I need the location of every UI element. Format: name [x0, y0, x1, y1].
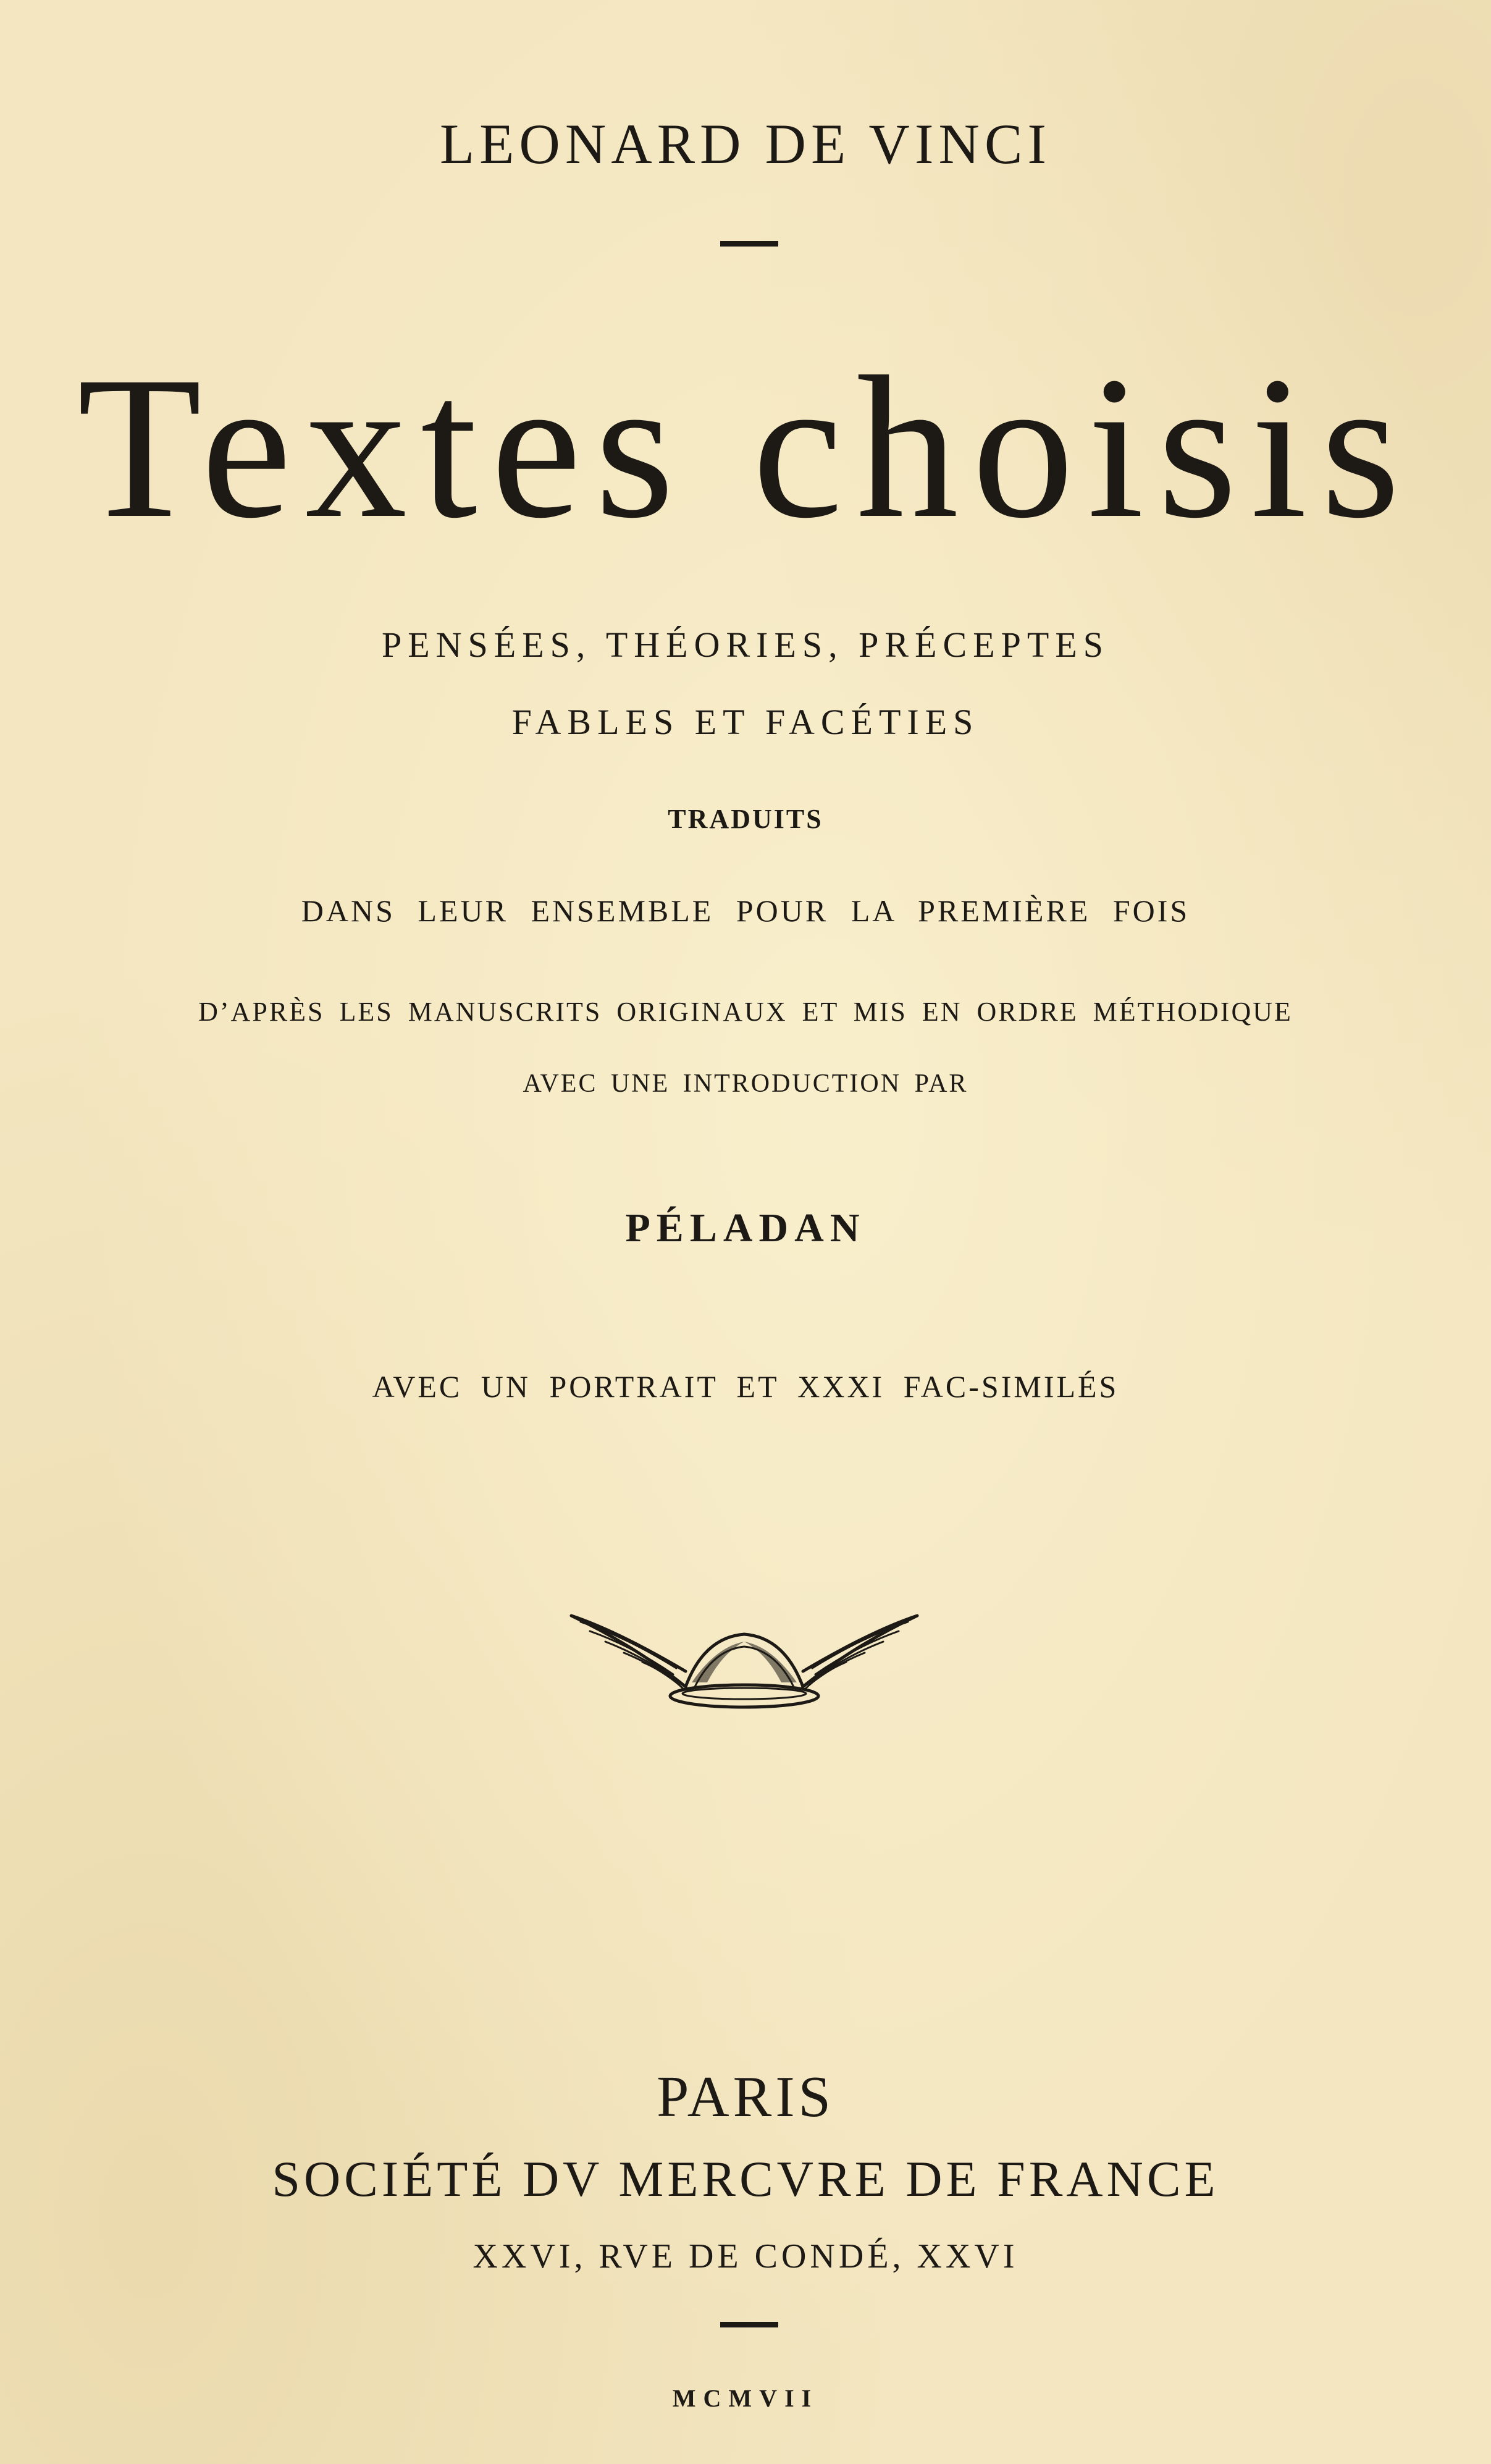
book-title: Textes choisis	[77, 335, 1414, 560]
winged-helmet-icon	[568, 1603, 920, 1715]
illustrations-note: AVEC UN PORTRAIT ET XXXI FAC-SIMILÉS	[372, 1369, 1119, 1404]
imprint-publisher: SOCIÉTÉ DV MERCVRE DE FRANCE	[272, 2151, 1219, 2207]
bottom-rule-divider	[720, 2322, 778, 2327]
introduction-by-label: AVEC UNE INTRODUCTION PAR	[523, 1070, 968, 1098]
subtitle-line-2: FABLES ET FACÉTIES	[511, 702, 980, 742]
imprint-year: MCMVII	[672, 2384, 819, 2412]
author-name: LEONARD DE VINCI	[439, 112, 1051, 175]
source-note: D’APRÈS LES MANUSCRITS ORIGINAUX ET MIS EN ORDRE MÉTHODIQUE	[198, 997, 1293, 1027]
top-rule-divider	[720, 241, 778, 247]
imprint-city: PARIS	[657, 2065, 834, 2129]
introducer-name: PÉLADAN	[625, 1205, 866, 1251]
imprint-address: XXVI, RVE DE CONDÉ, XXVI	[472, 2237, 1018, 2276]
translated-label: TRADUITS	[668, 804, 823, 834]
subtitle-line-1: PENSÉES, THÉORIES, PRÉCEPTES	[381, 625, 1110, 665]
translated-detail: DANS LEUR ENSEMBLE POUR LA PREMIÈRE FOIS	[301, 893, 1190, 928]
